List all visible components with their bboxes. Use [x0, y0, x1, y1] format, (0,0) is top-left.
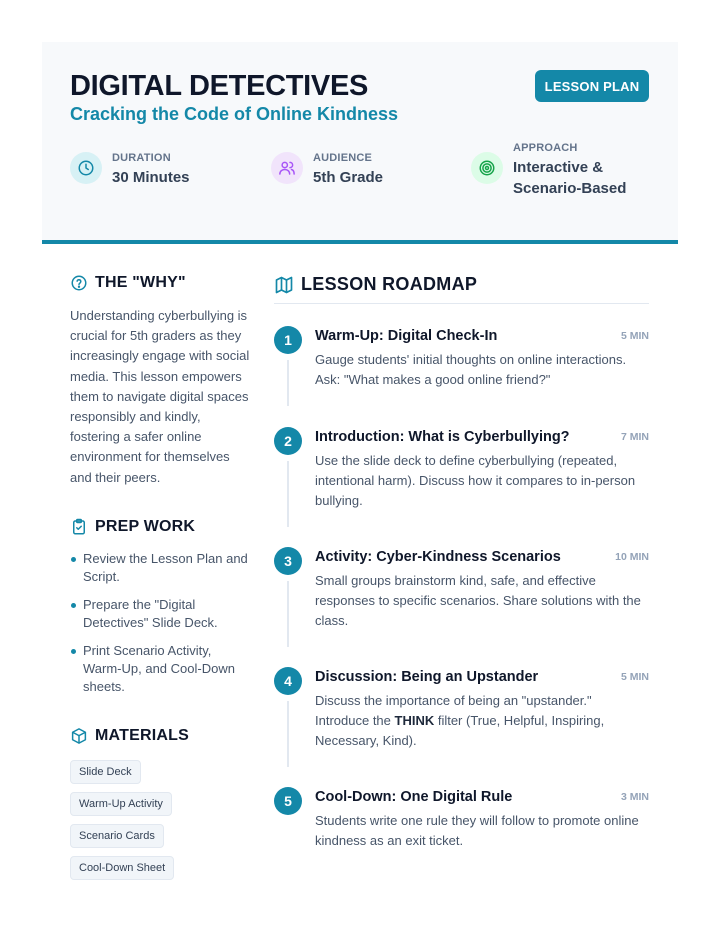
meta-label: AUDIENCE	[313, 152, 373, 164]
step-number: 4	[274, 667, 302, 695]
think-keyword: THINK	[394, 713, 435, 728]
materials-section-header	[70, 727, 189, 745]
why-title: THE "WHY"	[95, 274, 186, 291]
meta-value: 30 Minutes	[112, 169, 190, 186]
target-icon	[471, 152, 503, 184]
step-duration: 10 MIN	[615, 551, 649, 563]
step-duration: 5 MIN	[620, 671, 649, 683]
step-duration: 7 MIN	[620, 431, 649, 443]
step-connector	[287, 461, 289, 527]
materials-list	[70, 760, 174, 888]
map-icon	[274, 275, 294, 295]
step-description: Gauge students' initial thoughts on online interactions. Ask: "What makes a good online friend?"	[315, 352, 627, 387]
why-text: Understanding cyberbullying is crucial for 5th graders as they increasingly engage with social media. This lesson empowers them to navigate digital spaces responsibly and kindly, fostering a safer online environment for themselves and their peers.	[70, 308, 250, 485]
meta-label: DURATION	[112, 152, 171, 164]
lesson-plan-badge: LESSON PLAN	[535, 70, 649, 102]
help-circle-icon	[70, 274, 88, 292]
meta-value: Interactive & Scenario-Based	[513, 159, 627, 197]
step-description: Discuss the importance of being an "upstander." Introduce the THINK filter (True, Helpful, Inspiring, Necessary, Kind).	[315, 693, 605, 748]
prep-title: PREP WORK	[95, 518, 196, 535]
step-title: Introduction: What is Cyberbullying?	[315, 429, 570, 445]
meta-label: APPROACH	[513, 142, 578, 154]
step-connector	[287, 581, 289, 647]
prep-section-header	[70, 518, 195, 536]
prep-list	[70, 550, 250, 706]
step-title: Discussion: Being an Upstander	[315, 669, 539, 685]
step-title: Cool-Down: One Digital Rule	[315, 789, 513, 805]
clock-icon	[70, 152, 102, 184]
meta-value: 5th Grade	[313, 169, 384, 186]
box-icon	[70, 727, 88, 745]
page-subtitle: Cracking the Code of Online Kindness	[70, 104, 399, 124]
clipboard-check-icon	[70, 518, 88, 536]
material-chip: Slide Deck	[70, 760, 141, 784]
step-number: 1	[274, 326, 302, 354]
users-icon	[271, 152, 303, 184]
list-item: Print Scenario Activity, Warm-Up, and Cool-Down sheets.	[70, 642, 250, 696]
step-duration: 3 MIN	[620, 791, 649, 803]
meta-approach	[471, 142, 626, 199]
step-connector	[287, 360, 289, 406]
step-description: Students write one rule they will follow to promote online kindness as an exit ticket.	[315, 813, 639, 848]
roadmap-title: LESSON ROADMAP	[301, 274, 478, 294]
step-title: Warm-Up: Digital Check-In	[315, 328, 498, 344]
material-chip: Scenario Cards	[70, 824, 164, 848]
step-number: 5	[274, 787, 302, 815]
material-chip: Cool-Down Sheet	[70, 856, 174, 880]
meta-duration	[70, 152, 190, 188]
list-item: Prepare the "Digital Detectives" Slide Deck.	[70, 596, 250, 632]
material-chip: Warm-Up Activity	[70, 792, 172, 816]
list-item: Review the Lesson Plan and Script.	[70, 550, 250, 586]
materials-title: MATERIALS	[95, 727, 189, 744]
why-section-header	[70, 274, 186, 292]
step-title: Activity: Cyber-Kindness Scenarios	[315, 549, 561, 565]
header	[42, 42, 678, 244]
step-number: 2	[274, 427, 302, 455]
roadmap-section-header	[274, 274, 649, 304]
step-connector	[287, 701, 289, 767]
page-title: DIGITAL DETECTIVES	[70, 70, 369, 102]
meta-audience	[271, 152, 383, 188]
step-description: Use the slide deck to define cyberbullying (repeated, intentional harm). Discuss how it compares to in-person bullying.	[315, 453, 636, 508]
step-duration: 5 MIN	[620, 330, 649, 342]
lesson-plan-page	[42, 42, 678, 892]
step-description: Small groups brainstorm kind, safe, and effective responses to specific scenarios. Share solutions with the class.	[315, 573, 641, 628]
step-number: 3	[274, 547, 302, 575]
